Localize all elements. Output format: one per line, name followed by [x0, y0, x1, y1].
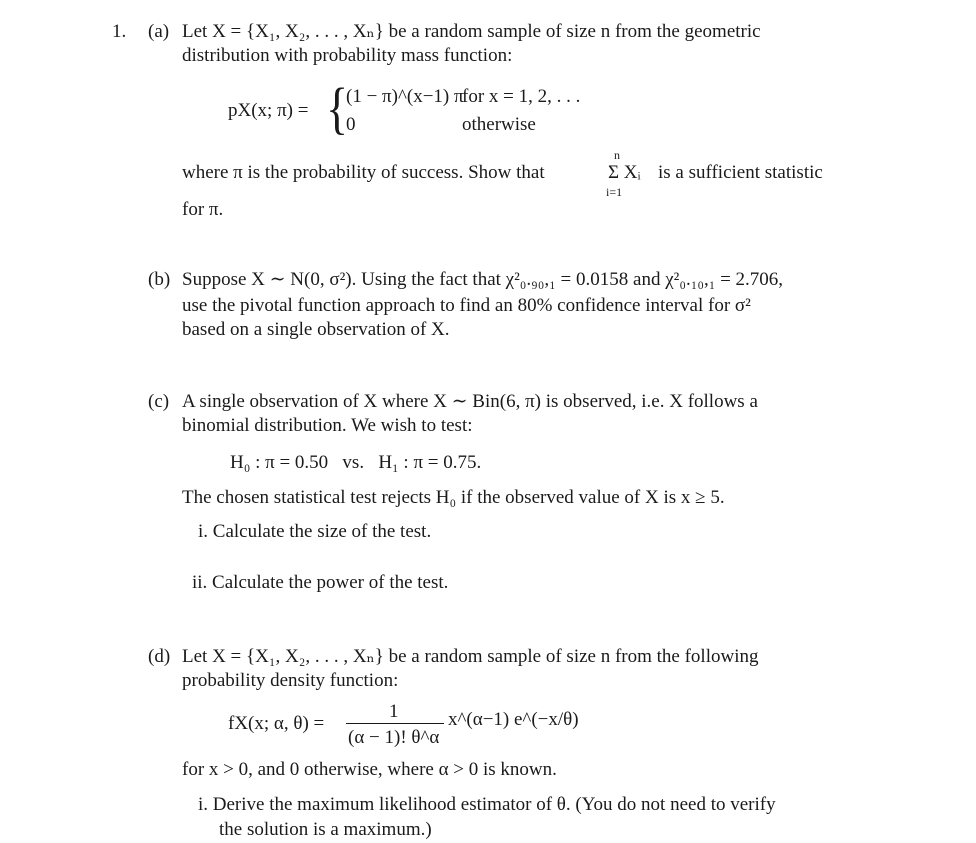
sum-lower: i=1 — [606, 185, 623, 199]
part-b-line2: use the pivotal function approach to find an 80% confidence interval for σ² — [182, 295, 751, 316]
case2-cond: otherwise — [462, 114, 536, 135]
part-d-sub-i-line2: the solution is a maximum.) — [219, 819, 432, 840]
part-a-line2: distribution with probability mass function: — [182, 45, 513, 66]
part-a-label: (a) — [148, 21, 170, 42]
frac-denominator: (α − 1)! θ^α — [348, 727, 440, 748]
case1-cond: for x = 1, 2, . . . — [462, 86, 581, 107]
part-c-sub-ii: ii. Calculate the power of the test. — [192, 572, 449, 593]
part-c-line1: A single observation of X where X ∼ Bin(6, π) is observed, i.e. X follows a — [182, 391, 758, 412]
pmf-lhs: pX(x; π) = — [228, 100, 309, 121]
part-a-after-sum: is a sufficient statistic — [658, 162, 823, 183]
part-d-line2: probability density function: — [182, 670, 399, 691]
case1-expr: (1 − π)^(x−1) π — [346, 86, 464, 107]
question-number: 1. — [112, 21, 127, 42]
cases-brace: { — [326, 76, 349, 140]
case2-expr: 0 — [346, 114, 356, 135]
part-d-line1: Let X = {X₁, X₂, . . . , Xₙ} be a random sample of size n from the following — [182, 646, 759, 667]
fraction-bar — [346, 723, 444, 724]
part-a-where: where π is the probability of success. Show that — [182, 162, 545, 183]
part-c-sub-i: i. Calculate the size of the test. — [198, 521, 432, 542]
part-b-line1: Suppose X ∼ N(0, σ²). Using the fact that χ²₀.₉₀,₁ = 0.0158 and χ²₀.₁₀,₁ = 2.706, — [182, 269, 784, 290]
part-b-label: (b) — [148, 269, 171, 290]
part-a-for: for π. — [182, 199, 224, 220]
part-c-line3: The chosen statistical test rejects H₀ if the observed value of X is x ≥ 5. — [182, 487, 725, 508]
part-c-line2: binomial distribution. We wish to test: — [182, 415, 473, 436]
part-a-line1: Let X = {X₁, X₂, . . . , Xₙ} be a random sample of size n from the geometric — [182, 21, 761, 42]
part-d-line3: for x > 0, and 0 otherwise, where α > 0 is known. — [182, 759, 557, 780]
pdf-lhs: fX(x; α, θ) = — [228, 713, 325, 734]
part-d-label: (d) — [148, 646, 171, 667]
part-b-line3: based on a single observation of X. — [182, 319, 450, 340]
frac-numerator: 1 — [389, 701, 399, 722]
part-d-sub-i-line1: i. Derive the maximum likelihood estimator of θ. (You do not need to verify — [198, 794, 776, 815]
part-c-label: (c) — [148, 391, 170, 412]
sum-expr: Σ Xᵢ — [608, 162, 641, 183]
sum-upper: n — [614, 148, 620, 162]
pdf-rhs: x^(α−1) e^(−x/θ) — [448, 709, 579, 730]
hypotheses: H₀ : π = 0.50 vs. H₁ : π = 0.75. — [230, 452, 482, 473]
